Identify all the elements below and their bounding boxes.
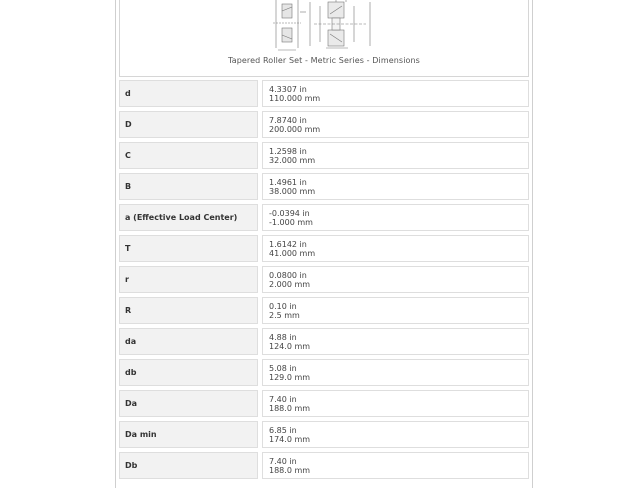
- value-inches: 6.85 in: [269, 426, 297, 435]
- dimension-label: R: [119, 297, 258, 324]
- table-row: [119, 142, 529, 171]
- dimension-label: da: [119, 328, 258, 355]
- value-mm: 188.0 mm: [269, 466, 311, 475]
- table-row: [119, 328, 529, 357]
- value-mm: 38.000 mm: [269, 187, 316, 196]
- value-inches: 5.08 in: [269, 364, 297, 373]
- value-inches: 7.40 in: [269, 395, 297, 404]
- dimension-label: C: [119, 142, 258, 169]
- value-inches: 1.4961 in: [269, 178, 307, 187]
- value-mm: 124.0 mm: [269, 342, 311, 351]
- dimension-value: [262, 80, 529, 107]
- table-row: [119, 359, 529, 388]
- value-mm: 129.0 mm: [269, 373, 311, 382]
- value-mm: 188.0 mm: [269, 404, 311, 413]
- value-inches: 7.40 in: [269, 457, 297, 466]
- dimension-value: [262, 173, 529, 200]
- value-mm: 200.000 mm: [269, 125, 321, 134]
- dimension-label: Db: [119, 452, 258, 479]
- dimension-value: [262, 204, 529, 231]
- value-mm: 2.5 mm: [269, 311, 300, 320]
- dimension-value: [262, 452, 529, 479]
- dimension-label: D: [119, 111, 258, 138]
- value-mm: 32.000 mm: [269, 156, 316, 165]
- table-row: [119, 80, 529, 109]
- value-mm: 174.0 mm: [269, 435, 311, 444]
- dimension-label: B: [119, 173, 258, 200]
- diagram-caption: Tapered Roller Set - Metric Series - Dimensions: [228, 56, 420, 65]
- value-inches: 4.88 in: [269, 333, 297, 342]
- table-row: [119, 111, 529, 140]
- value-inches: 1.2598 in: [269, 147, 307, 156]
- bearing-dimension-drawing: [270, 0, 380, 54]
- bearing-section-left: [273, 0, 306, 50]
- table-row: [119, 235, 529, 264]
- dimension-value: [262, 328, 529, 355]
- dimensions-table: [119, 80, 529, 483]
- dimension-label: T: [119, 235, 258, 262]
- dimension-label: Da: [119, 390, 258, 417]
- dimension-label: r: [119, 266, 258, 293]
- value-mm: 41.000 mm: [269, 249, 316, 258]
- dimension-label: d: [119, 80, 258, 107]
- value-mm: 110.000 mm: [269, 94, 321, 103]
- dimension-value: [262, 142, 529, 169]
- table-row: [119, 297, 529, 326]
- table-row: [119, 173, 529, 202]
- dimension-value: [262, 297, 529, 324]
- diagram-panel: [119, 0, 529, 77]
- table-row: [119, 266, 529, 295]
- value-inches: 1.6142 in: [269, 240, 307, 249]
- dimension-value: [262, 266, 529, 293]
- table-row: [119, 452, 529, 481]
- value-inches: -0.0394 in: [269, 209, 310, 218]
- dimension-value: [262, 111, 529, 138]
- dimension-value: [262, 235, 529, 262]
- value-mm: -1.000 mm: [269, 218, 313, 227]
- content-frame: [115, 0, 533, 488]
- value-inches: 0.10 in: [269, 302, 297, 311]
- dimension-label: Da min: [119, 421, 258, 448]
- value-mm: 2.000 mm: [269, 280, 311, 289]
- value-inches: 0.0800 in: [269, 271, 307, 280]
- dimension-value: [262, 359, 529, 386]
- bearing-section-right: [310, 0, 370, 48]
- value-inches: 4.3307 in: [269, 85, 307, 94]
- dimension-value: [262, 421, 529, 448]
- dimension-label: a (Effective Load Center): [119, 204, 258, 231]
- value-inches: 7.8740 in: [269, 116, 307, 125]
- dimension-label: db: [119, 359, 258, 386]
- table-row: [119, 204, 529, 233]
- dimension-value: [262, 390, 529, 417]
- table-row: [119, 421, 529, 450]
- table-row: [119, 390, 529, 419]
